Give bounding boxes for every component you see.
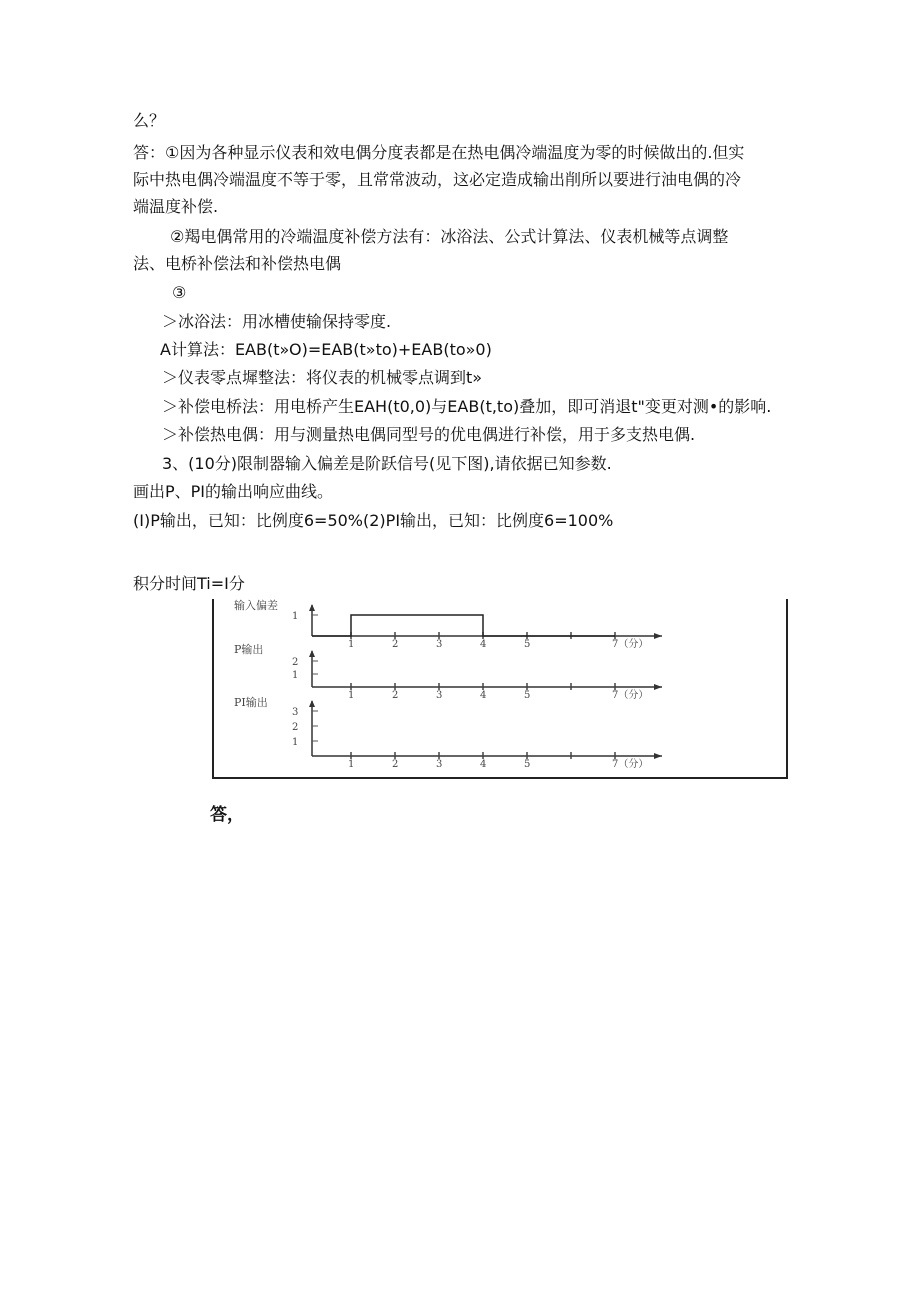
- panel-1-x-tick-label: 5: [524, 639, 531, 650]
- panel-2-x-tick-label: 5: [524, 690, 531, 701]
- text-line-16: 积分时间Ti=I分: [133, 574, 245, 593]
- text-line-9: A计算法：EAB(t»O)=EAB(t»to)+EAB(to»0): [160, 340, 492, 359]
- panel-2-x-arrow-icon: [654, 684, 662, 690]
- panel-1-x-tick-label: 2: [392, 639, 399, 650]
- panel-2-x-tick-label: 1: [348, 690, 355, 701]
- panel-2-y-label: P输出: [234, 643, 264, 656]
- panel-3-y-tick-label: 1: [292, 737, 299, 748]
- panel-3-x-tick-label: 1: [348, 759, 355, 770]
- text-line-14: 画出P、PI的输出响应曲线。: [133, 482, 334, 501]
- panel-1-y-arrow-icon: [309, 604, 315, 611]
- panel-2-x-tick-label: 7（分）: [612, 690, 649, 701]
- panel-3-x-arrow-icon: [654, 753, 662, 759]
- panel-3-y-label: PI输出: [234, 696, 268, 709]
- text-line-3: 际中热电偶冷端温度不等于零，且常常波动，这必定造成输出削所以要进行油电偶的冷: [133, 170, 742, 189]
- text-line-6: 法、电桥补偿法和补偿热电偶: [133, 254, 342, 273]
- text-line-12: ＞补偿热电偶：用与测量热电偶同型号的优电偶进行补偿，用于多支热电偶.: [162, 425, 696, 444]
- panel-2-y-tick-label: 2: [292, 657, 299, 668]
- panel-3-y-arrow-icon: [309, 700, 315, 707]
- panel-1-x-tick-label: 4: [480, 639, 487, 650]
- panel-1-series-1-line: [312, 615, 615, 636]
- panel-2-y-arrow-icon: [309, 650, 315, 657]
- text-line-10: ＞仪表零点墀整法：将仪表的机械零点调到t»: [162, 368, 483, 387]
- panel-1-y-label: 输入偏差: [234, 599, 278, 612]
- text-line-8: ＞冰浴法：用冰槽使输保持零度.: [162, 312, 392, 331]
- answer-label: 答，: [210, 805, 244, 825]
- panel-3-x-tick-label: 2: [392, 759, 399, 770]
- text-line-5: ②羯电偶常用的冷端温度补偿方法有：冰浴法、公式计算法、仪表机械等点调整: [170, 227, 729, 246]
- panel-1-x-arrow-icon: [654, 633, 662, 639]
- panel-2-y-tick-label: 1: [292, 670, 299, 681]
- text-line-4: 端温度补偿.: [133, 197, 219, 216]
- text-line-15: (I)P输出，已知：比例度6=50%(2)PI输出，已知：比例度6=100%: [133, 511, 614, 530]
- panel-1-x-tick-label: 3: [436, 639, 443, 650]
- panel-3-y-tick-label: 2: [292, 722, 299, 733]
- text-line-2: 答：①因为各种显示仪表和效电偶分度表都是在热电偶冷端温度为零的时候做出的.但实: [133, 143, 745, 162]
- text-line-1: 么？: [133, 111, 166, 130]
- panel-1-y-tick-label: 1: [292, 611, 299, 622]
- text-line-7: ③: [172, 283, 187, 302]
- panel-2-x-tick-label: 2: [392, 690, 399, 701]
- text-line-11: ＞补偿电桥法：用电桥产生EAH(t0,0)与EAB(t,to)叠加，即可消退t"变更对测•的影响.: [162, 397, 772, 416]
- panel-2-x-tick-label: 3: [436, 690, 443, 701]
- panel-2-x-tick-label: 4: [480, 690, 487, 701]
- panel-3-x-tick-label: 3: [436, 759, 443, 770]
- panel-3-x-tick-label: 7（分）: [612, 759, 649, 770]
- panel-3-y-tick-label: 3: [292, 707, 299, 718]
- panel-3-x-tick-label: 4: [480, 759, 487, 770]
- text-line-13: 3、(10分)限制器输入偏差是阶跃信号(见下图),请依据已知参数.: [162, 454, 612, 473]
- panel-3-x-tick-label: 5: [524, 759, 531, 770]
- panel-1-x-tick-label: 1: [348, 639, 355, 650]
- panel-1-x-tick-label: 7（分）: [612, 639, 649, 650]
- step-response-figure: [212, 599, 788, 779]
